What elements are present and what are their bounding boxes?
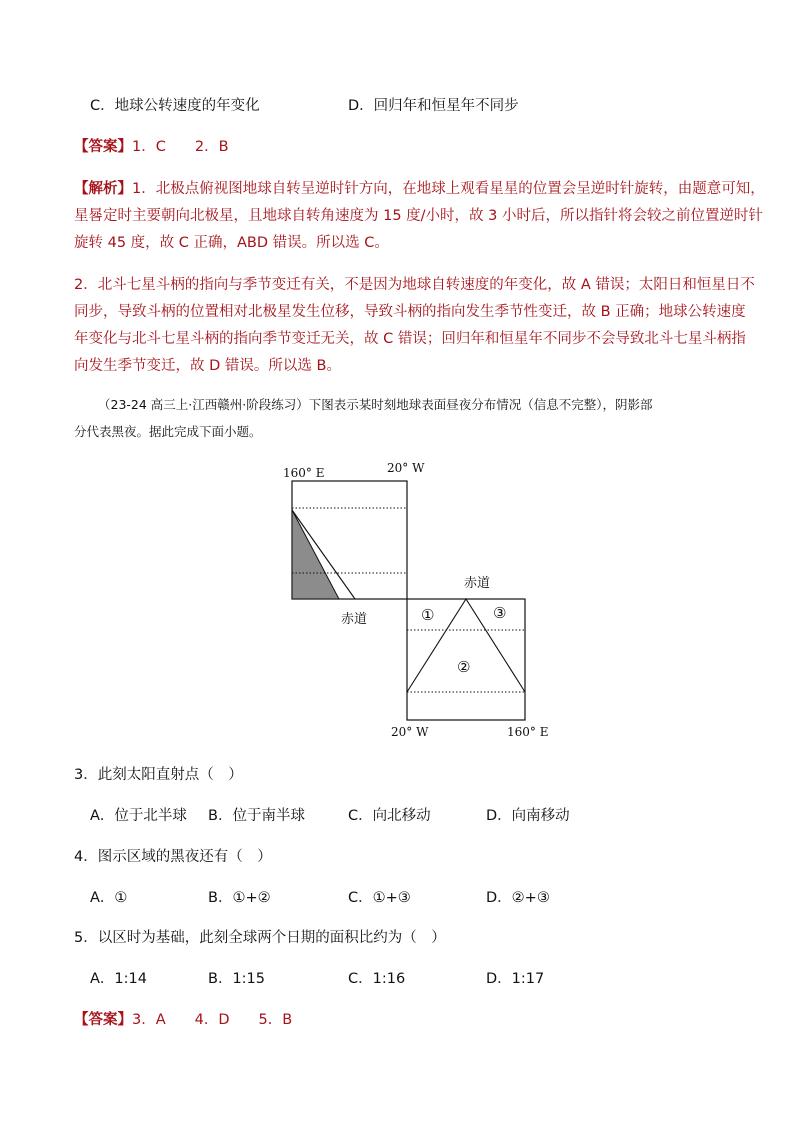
answer-block-2 — [74, 1008, 292, 1029]
q5-option-a: A．1:14 — [90, 971, 147, 987]
q4-stem: 4．图示区域的黑夜还有（ ） — [74, 849, 272, 865]
q3-stem: 3．此刻太阳直射点（ ） — [74, 767, 243, 783]
label-region-2: ② — [457, 658, 471, 676]
answer-tag-2: 【答案】 — [74, 1012, 132, 1028]
option-c: C．地球公转速度的年变化 — [90, 98, 260, 114]
answer-text-2: 3．A 4．D 5．B — [132, 1012, 293, 1028]
label-bottom-left-lon: 20° W — [391, 725, 429, 739]
answer-tag: 【答案】 — [74, 139, 132, 155]
analysis-line-4: 2．北斗七星斗柄的指向与季节变迁有关，不是因为地球自转速度的年变化，故 A 错误；太阳日和恒星日不 — [74, 277, 755, 293]
analysis-line-2: 星晷定时主要朝向北极星，且地球自转角速度为 15 度/小时，故 3 小时后，所以指针将会较之前位置逆时针 — [74, 208, 763, 224]
label-top-left-lon: 160° E — [283, 466, 325, 480]
q5-option-c: C．1:16 — [348, 971, 406, 987]
answer-text: 1．C 2．B — [132, 139, 229, 155]
q4-option-a: A．① — [90, 890, 128, 906]
q4-option-b: B．①+② — [208, 890, 271, 906]
q4-option-c: C．①+③ — [348, 890, 411, 906]
analysis-line-6: 年变化与北斗七星斗柄的指向季节变迁无关，故 C 错误；回归年和恒星年不同步不会导致北斗七星斗柄指 — [74, 331, 746, 347]
analysis-line-3: 旋转 45 度，故 C 正确，ABD 错误。所以选 C。 — [74, 235, 389, 251]
q4-option-d: D．②+③ — [486, 890, 550, 906]
analysis-tag: 【解析】 — [74, 181, 132, 197]
label-bottom-right-lon: 160° E — [507, 725, 549, 739]
label-equator-left: 赤道 — [341, 612, 368, 627]
q3-option-d: D．向南移动 — [486, 808, 570, 824]
label-top-right-lon: 20° W — [387, 461, 425, 475]
intro-line-2: 分代表黑夜。据此完成下面小题。 — [74, 424, 262, 439]
q3-option-a: A．位于北半球 — [90, 808, 187, 824]
q5-option-d: D．1:17 — [486, 971, 545, 987]
intro-line-1: （23-24 高三上·江西赣州·阶段练习）下图表示某时刻地球表面昼夜分布情况（信息不完整），阴影部 — [98, 397, 653, 412]
q3-option-b: B．位于南半球 — [208, 808, 305, 824]
analysis-text-1: 1．北极点俯视图地球自转呈逆时针方向，在地球上观看星星的位置会呈逆时针旋转，由题意可知， — [132, 181, 765, 197]
label-region-3: ③ — [493, 604, 507, 622]
q5-option-b: B．1:15 — [208, 971, 266, 987]
night-shading — [292, 510, 339, 599]
q3-option-c: C．向北移动 — [348, 808, 431, 824]
analysis-line-7: 向发生季节变迁，故 D 错误。所以选 B。 — [74, 358, 341, 374]
analysis-line-5: 同步，导致斗柄的位置相对北极星发生位移，导致斗柄的指向发生季节性变迁，故 B 正确；地球公转速度 — [74, 304, 746, 320]
label-region-1: ① — [421, 606, 435, 624]
label-equator-right: 赤道 — [464, 576, 491, 591]
option-d: D．回归年和恒星年不同步 — [348, 98, 519, 114]
q5-stem: 5．以区时为基础，此刻全球两个日期的面积比约为（ ） — [74, 930, 446, 946]
